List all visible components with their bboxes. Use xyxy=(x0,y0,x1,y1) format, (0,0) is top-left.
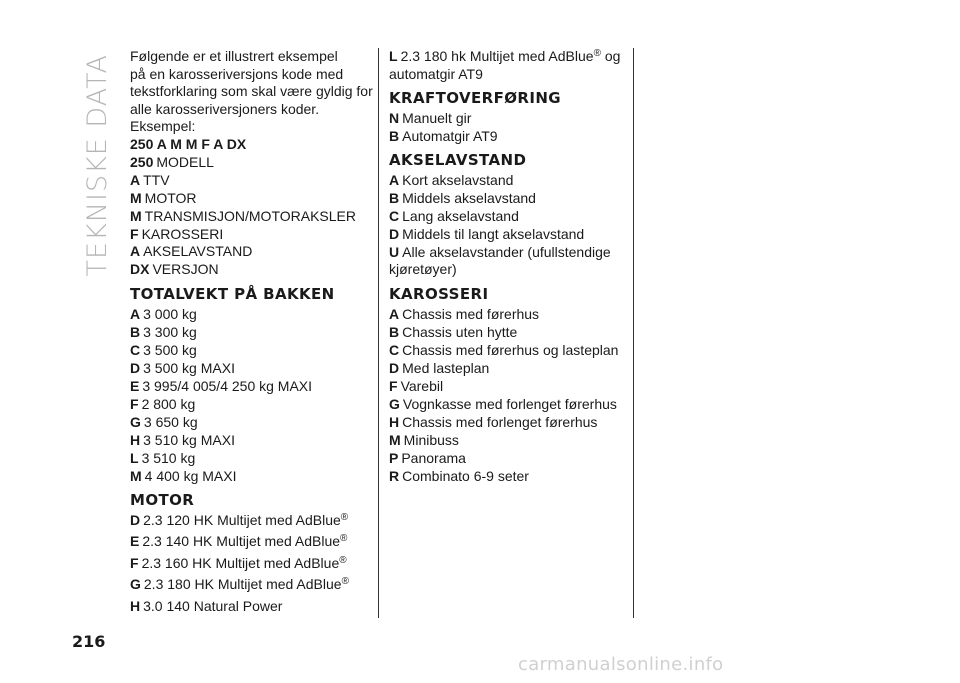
weight-text: 4 400 kg MAXI xyxy=(144,467,237,484)
column-divider-right xyxy=(633,48,634,618)
weight-text: 3 500 kg MAXI xyxy=(143,359,235,376)
code-legend-list xyxy=(130,154,370,280)
registered-mark: ® xyxy=(593,48,601,59)
motor-list xyxy=(130,512,370,616)
weight-code: C xyxy=(130,341,141,358)
body-code: D xyxy=(389,359,400,376)
legend-code: F xyxy=(130,225,139,242)
body-code: R xyxy=(389,467,400,484)
registered-mark: ® xyxy=(340,511,349,523)
body-item xyxy=(389,342,627,360)
legend-code: A xyxy=(130,243,141,260)
weight-code: H xyxy=(130,431,141,448)
wheelbase-code: B xyxy=(389,189,400,206)
wheelbase-item xyxy=(389,190,627,208)
motor-heading: MOTOR xyxy=(130,491,195,510)
weight-item xyxy=(130,324,370,342)
transmission-code: N xyxy=(389,109,400,126)
motor-item xyxy=(130,512,370,530)
legend-code: 250 xyxy=(130,153,154,170)
wheelbase-code: A xyxy=(389,171,400,188)
weight-text: 2 800 kg xyxy=(141,395,196,412)
weight-code: E xyxy=(130,377,140,394)
weight-item xyxy=(130,360,370,378)
legend-text: AKSELAVSTAND xyxy=(143,243,253,260)
motor-text: 3.0 140 Natural Power xyxy=(143,598,283,615)
legend-text: TRANSMISJON/MOTORAKSLER xyxy=(144,207,356,224)
body-item xyxy=(389,414,627,432)
weight-code: L xyxy=(130,449,139,466)
motor-code: D xyxy=(130,511,141,528)
wheelbase-code: U xyxy=(389,243,400,260)
weight-item xyxy=(130,396,370,414)
weight-text: 3 000 kg xyxy=(143,305,197,322)
column-divider-left xyxy=(378,48,379,618)
column-left xyxy=(130,48,373,620)
motor-code: L xyxy=(389,48,398,64)
registered-mark: ® xyxy=(339,554,347,566)
body-item xyxy=(389,432,627,450)
transmission-text: Manuelt gir xyxy=(402,109,472,126)
transmission-item xyxy=(389,110,627,128)
transmission-item xyxy=(389,128,627,146)
motor-text-tail: og xyxy=(600,48,621,64)
weight-text: 3 995/4 005/4 250 kg MAXI xyxy=(142,377,313,394)
intro-paragraph xyxy=(130,48,373,136)
body-item xyxy=(389,360,627,378)
wheelbase-heading: AKSELAVSTAND xyxy=(389,151,527,170)
weight-heading: TOTALVEKT PÅ BAKKEN xyxy=(130,285,335,304)
body-item xyxy=(389,468,627,486)
registered-mark: ® xyxy=(341,576,349,588)
intro-line: Følgende er et illustrert eksempel xyxy=(130,48,338,64)
weight-text: 3 650 kg xyxy=(143,413,198,430)
body-code: F xyxy=(389,377,398,394)
weight-code: D xyxy=(130,359,141,376)
wheelbase-text: Lang akselavstand xyxy=(402,207,519,224)
body-list xyxy=(389,306,627,485)
motor-text: 2.3 180 HK Multijet med AdBlue xyxy=(143,576,342,593)
body-code: C xyxy=(389,341,400,358)
weight-code: A xyxy=(130,305,141,322)
weight-code: B xyxy=(130,323,141,340)
wheelbase-text: Middels til langt akselavstand xyxy=(402,225,585,242)
body-text: Med lasteplan xyxy=(402,359,490,376)
motor-text: 2.3 140 HK Multijet med AdBlue xyxy=(142,533,341,550)
legend-text: MOTOR xyxy=(144,189,197,206)
wheelbase-item xyxy=(389,226,627,244)
legend-item xyxy=(130,243,370,261)
watermark-logo[interactable]: carmanualsonline.info xyxy=(518,654,724,675)
weight-item xyxy=(130,414,370,432)
legend-item xyxy=(130,261,370,279)
body-code: G xyxy=(389,395,400,412)
weight-item xyxy=(130,378,370,396)
weight-code: G xyxy=(130,413,141,430)
registered-mark: ® xyxy=(340,533,348,545)
section-side-title xyxy=(72,54,122,277)
weight-text: 3 500 kg xyxy=(143,341,197,358)
body-text: Chassis med førerhus xyxy=(402,305,540,322)
transmission-heading: KRAFTOVERFØRING xyxy=(389,89,562,108)
wheelbase-code: C xyxy=(389,207,400,224)
page-number: 216 xyxy=(72,632,106,651)
weight-item xyxy=(130,432,370,450)
body-code: M xyxy=(389,431,401,448)
weight-item xyxy=(130,306,370,324)
body-item xyxy=(389,324,627,342)
motor-code: E xyxy=(130,533,140,550)
intro-line: Eksempel: xyxy=(130,118,196,135)
weight-text: 3 510 kg MAXI xyxy=(143,431,235,448)
legend-item xyxy=(130,154,370,172)
body-text: Panorama xyxy=(401,449,466,466)
wheelbase-code: D xyxy=(389,225,400,242)
motor-text-line2: automatgir AT9 xyxy=(389,65,483,82)
transmission-code: B xyxy=(389,127,400,144)
legend-item xyxy=(130,172,370,190)
legend-text: TTV xyxy=(143,171,170,188)
legend-code: M xyxy=(130,189,142,206)
wheelbase-text: Middels akselavstand xyxy=(402,189,536,206)
legend-item xyxy=(130,208,370,226)
motor-text: 2.3 160 HK Multijet med AdBlue xyxy=(141,554,340,571)
legend-code: DX xyxy=(130,261,150,278)
body-heading: KAROSSERI xyxy=(389,285,489,304)
legend-code: A xyxy=(130,171,141,188)
weight-code: F xyxy=(130,395,139,412)
body-text: Combinato 6-9 seter xyxy=(402,467,529,484)
motor-code: F xyxy=(130,554,139,571)
legend-text: MODELL xyxy=(156,153,214,170)
intro-line: alle karosseriversjoners koder. xyxy=(130,100,320,117)
motor-code: H xyxy=(130,598,141,615)
wheelbase-item xyxy=(389,244,627,279)
wheelbase-list xyxy=(389,172,627,279)
body-item xyxy=(389,450,627,468)
body-text: Chassis uten hytte xyxy=(402,323,518,340)
legend-text: VERSJON xyxy=(152,261,219,278)
motor-item xyxy=(130,533,370,551)
column-right xyxy=(389,48,627,486)
body-text: Chassis med førerhus og lasteplan xyxy=(402,341,619,358)
motor-item xyxy=(130,598,370,616)
legend-code: M xyxy=(130,207,142,224)
wheelbase-item xyxy=(389,172,627,190)
motor-item-continued xyxy=(389,48,627,83)
intro-line: på en karosseriversjons kode med xyxy=(130,65,344,82)
body-item xyxy=(389,378,627,396)
weight-list xyxy=(130,306,370,485)
body-text: Varebil xyxy=(400,377,444,394)
motor-item xyxy=(130,555,370,573)
motor-text: 2.3 120 HK Multijet med AdBlue xyxy=(143,511,341,528)
transmission-list xyxy=(389,110,627,146)
body-text: Minibuss xyxy=(403,431,459,448)
legend-item xyxy=(130,226,370,244)
body-text: Vognkasse med forlenget førerhus xyxy=(402,395,617,412)
example-code: 250 A M M F A DX xyxy=(130,135,247,152)
intro-line: tekstforklaring som skal være gyldig for xyxy=(130,83,373,100)
motor-text: 2.3 180 hk Multijet med AdBlue xyxy=(400,48,594,64)
motor-code: G xyxy=(130,576,141,593)
motor-item xyxy=(130,576,370,594)
body-code: A xyxy=(389,305,400,322)
wheelbase-text: Alle akselavstander (ufullstendige xyxy=(402,243,611,260)
wheelbase-text-line2: kjøretøyer) xyxy=(389,261,457,278)
side-title-text: TEKNISKE DATA xyxy=(81,54,113,277)
legend-item xyxy=(130,190,370,208)
body-item xyxy=(389,306,627,324)
weight-text: 3 510 kg xyxy=(141,449,196,466)
wheelbase-text: Kort akselavstand xyxy=(402,171,514,188)
weight-item xyxy=(130,468,370,486)
legend-text: KAROSSERI xyxy=(141,225,224,242)
weight-code: M xyxy=(130,467,142,484)
transmission-text: Automatgir AT9 xyxy=(402,127,498,144)
body-code: P xyxy=(389,449,399,466)
weight-item xyxy=(130,342,370,360)
body-text: Chassis med forlenget førerhus xyxy=(402,413,598,430)
weight-text: 3 300 kg xyxy=(143,323,197,340)
weight-item xyxy=(130,450,370,468)
body-code: B xyxy=(389,323,400,340)
body-code: H xyxy=(389,413,400,430)
wheelbase-item xyxy=(389,208,627,226)
body-item xyxy=(389,396,627,414)
